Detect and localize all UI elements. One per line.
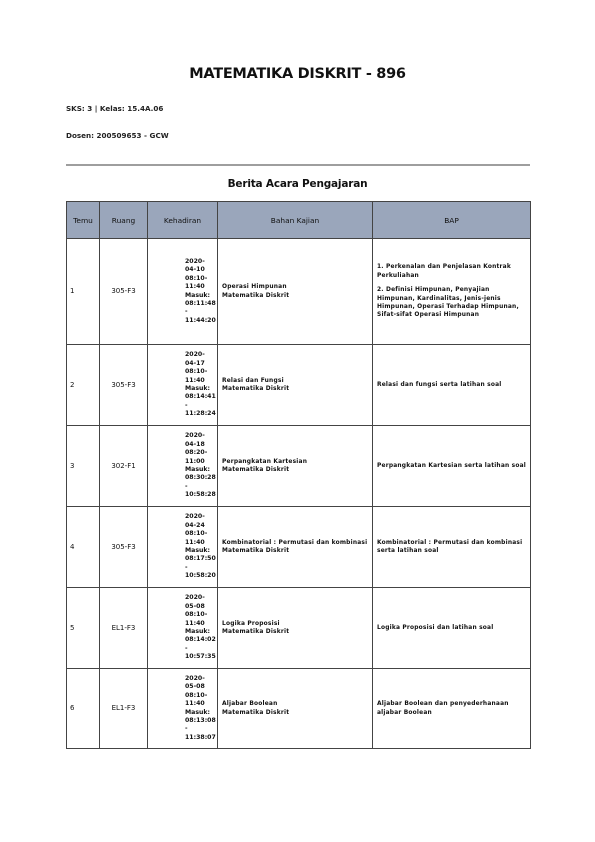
teaching-record-table xyxy=(66,201,531,749)
cell-ruang: 305-F3 xyxy=(100,507,148,588)
cell-bap xyxy=(373,239,531,345)
table-header-row xyxy=(67,202,531,239)
cell-ruang: EL1-F3 xyxy=(100,669,148,749)
divider xyxy=(66,164,530,166)
cell-bahan-kajian: Aljabar Boolean Matematika Diskrit xyxy=(218,669,373,749)
cell-kehadiran: 2020-04-24 08:10-11:40 Masuk: 08:17:50 - 10:58:20 xyxy=(148,507,218,588)
table-row xyxy=(67,345,531,426)
table-row xyxy=(67,588,531,669)
cell-bahan-kajian: Kombinatorial : Permutasi dan kombinasi Matematika Diskrit xyxy=(218,507,373,588)
bap-line: 2. Definisi Himpunan, Penyajian Himpunan, Kardinalitas, Jenis-jenis Himpunan, Operasi Terhadap Himpunan, Sifat-sifat Operasi Himpunan xyxy=(377,287,519,319)
cell-bap: Relasi dan fungsi serta latihan soal xyxy=(373,345,531,426)
header-kehadiran: Kehadiran xyxy=(148,202,218,239)
header-ruang: Ruang xyxy=(100,202,148,239)
table-row xyxy=(67,507,531,588)
cell-kehadiran: 2020-04-18 08:20-11:00 Masuk: 08:30:28 - 10:58:28 xyxy=(148,426,218,507)
cell-kehadiran: 2020-04-17 08:10-11:40 Masuk: 08:14:41 - 11:28:24 xyxy=(148,345,218,426)
course-title: MATEMATIKA DISKRIT - 896 xyxy=(189,66,406,82)
cell-bap: Perpangkatan Kartesian serta latihan soal xyxy=(373,426,531,507)
cell-bahan-kajian: Relasi dan Fungsi Matematika Diskrit xyxy=(218,345,373,426)
cell-ruang: 302-F1 xyxy=(100,426,148,507)
cell-bahan-kajian: Logika Proposisi Matematika Diskrit xyxy=(218,588,373,669)
cell-kehadiran: 2020-05-08 08:10-11:40 Masuk: 08:13:08 - 11:38:07 xyxy=(148,669,218,749)
cell-ruang: 305-F3 xyxy=(100,345,148,426)
cell-temu: 2 xyxy=(67,345,100,426)
header-temu: Temu xyxy=(67,202,100,239)
cell-temu: 1 xyxy=(67,239,100,345)
table-row xyxy=(67,426,531,507)
cell-kehadiran: 2020-05-08 08:10-11:40 Masuk: 08:14:02 - 10:57:35 xyxy=(148,588,218,669)
cell-kehadiran: 2020-04-10 08:10-11:40 Masuk: 08:11:48 - 11:44:20 xyxy=(148,239,218,345)
sks-class-info: SKS: 3 | Kelas: 15.4A.06 xyxy=(66,104,164,113)
cell-ruang: EL1-F3 xyxy=(100,588,148,669)
cell-temu: 3 xyxy=(67,426,100,507)
table-row xyxy=(67,669,531,749)
cell-temu: 4 xyxy=(67,507,100,588)
section-title: Berita Acara Pengajaran xyxy=(227,178,368,190)
cell-bap: Logika Proposisi dan latihan soal xyxy=(373,588,531,669)
bap-line: 1. Perkenalan dan Penjelasan Kontrak Perkuliahan xyxy=(377,264,511,279)
cell-temu: 6 xyxy=(67,669,100,749)
cell-bahan-kajian: Perpangkatan Kartesian Matematika Diskrit xyxy=(218,426,373,507)
cell-ruang: 305-F3 xyxy=(100,239,148,345)
cell-bap: Kombinatorial : Permutasi dan kombinasi serta latihan soal xyxy=(373,507,531,588)
lecturer-info: Dosen: 200509653 - GCW xyxy=(66,131,169,140)
header-bahan-kajian: Bahan Kajian xyxy=(218,202,373,239)
table-row xyxy=(67,239,531,345)
cell-bap: Aljabar Boolean dan penyederhanaan aljabar Boolean xyxy=(373,669,531,749)
cell-bahan-kajian: Operasi Himpunan Matematika Diskrit xyxy=(218,239,373,345)
cell-temu: 5 xyxy=(67,588,100,669)
header-bap: BAP xyxy=(373,202,531,239)
